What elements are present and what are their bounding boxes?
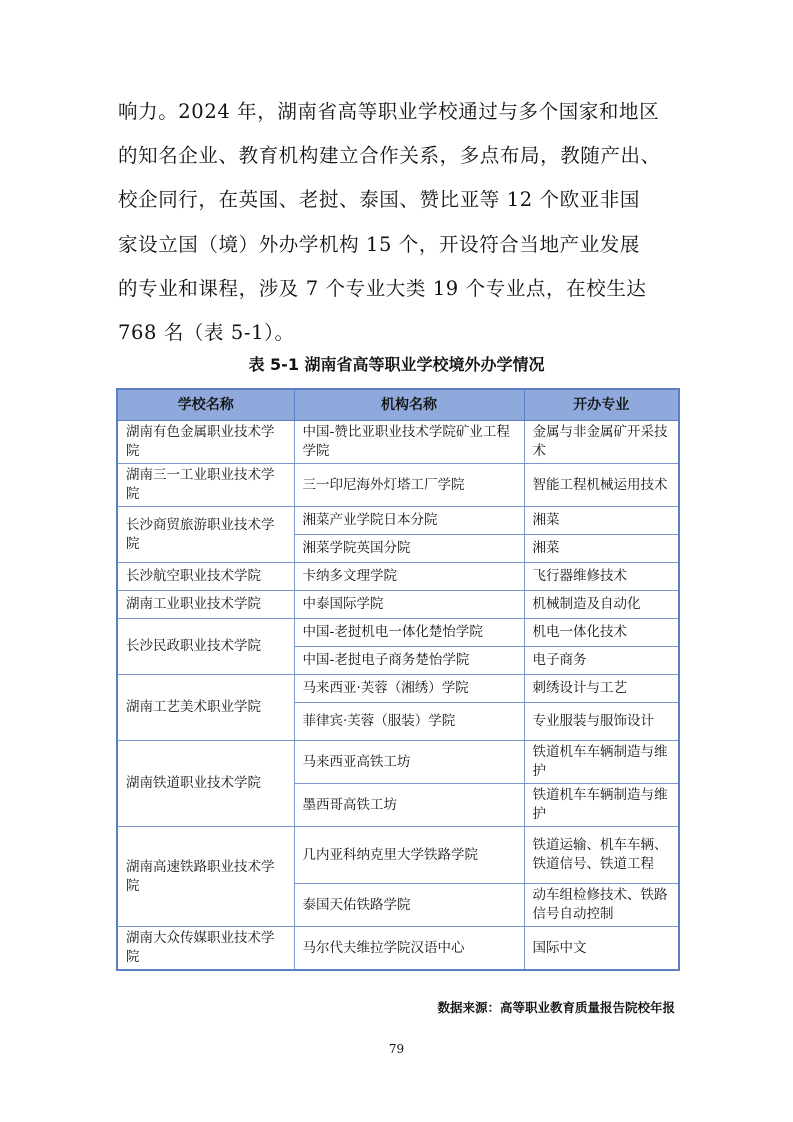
table-row	[117, 563, 679, 591]
paragraph-line: 校企同行，在英国、老挝、泰国、赞比亚等 12 个欧亚非国	[118, 188, 641, 212]
school-cell: 长沙航空职业技术学院	[117, 563, 294, 591]
institution-cell: 马来西亚高铁工坊	[294, 741, 524, 784]
institution-cell: 马来西亚·芙蓉（湘绣）学院	[294, 675, 524, 703]
major-cell: 机械制造及自动化	[524, 591, 679, 619]
major-cell: 铁道运输、机车车辆、铁道信号、铁道工程	[524, 827, 679, 884]
major-cell: 专业服装与服饰设计	[524, 703, 679, 741]
school-cell: 湖南大众传媒职业技术学院	[117, 927, 294, 971]
institution-cell: 泰国天佑铁路学院	[294, 884, 524, 927]
institution-cell: 马尔代夫维拉学院汉语中心	[294, 927, 524, 971]
major-cell: 智能工程机械运用技术	[524, 464, 679, 507]
school-cell: 长沙民政职业技术学院	[117, 619, 294, 675]
institution-cell: 卡纳多文理学院	[294, 563, 524, 591]
header-major: 开办专业	[524, 389, 679, 421]
major-cell: 湘菜	[524, 507, 679, 535]
paragraph-line: 的知名企业、教育机构建立合作关系，多点布局，教随产出、	[118, 144, 661, 168]
table-row	[117, 675, 679, 703]
institution-cell: 中国-赞比亚职业技术学院矿业工程学院	[294, 421, 524, 464]
school-cell: 湖南铁道职业技术学院	[117, 741, 294, 827]
institution-cell: 中国-老挝机电一体化楚怡学院	[294, 619, 524, 647]
major-cell: 机电一体化技术	[524, 619, 679, 647]
table-row	[117, 591, 679, 619]
header-school: 学校名称	[117, 389, 294, 421]
paragraph-line: 的专业和课程，涉及 7 个专业大类 19 个专业点，在校生达	[118, 276, 647, 300]
paragraph-line: 768 名（表 5-1）。	[118, 321, 295, 345]
body-paragraph	[118, 90, 678, 355]
table-header-row	[117, 389, 679, 421]
table-row	[117, 827, 679, 884]
institution-cell: 几内亚科纳克里大学铁路学院	[294, 827, 524, 884]
institution-cell: 墨西哥高铁工坊	[294, 784, 524, 827]
school-cell: 湖南工艺美术职业学院	[117, 675, 294, 741]
institution-cell: 湘菜产业学院日本分院	[294, 507, 524, 535]
table-row	[117, 619, 679, 647]
data-source-note: 数据来源：高等职业教育质量报告院校年报	[437, 1000, 675, 1015]
major-cell: 电子商务	[524, 647, 679, 675]
school-cell: 湖南三一工业职业技术学院	[117, 464, 294, 507]
paragraph-line: 响力。2024 年，湖南省高等职业学校通过与多个国家和地区	[118, 100, 660, 123]
paragraph-line: 家设立国（境）外办学机构 15 个，开设符合当地产业发展	[118, 232, 641, 256]
major-cell: 国际中文	[524, 927, 679, 971]
institution-cell: 中泰国际学院	[294, 591, 524, 619]
institution-cell: 湘菜学院英国分院	[294, 535, 524, 563]
table-row	[117, 421, 679, 464]
major-cell: 飞行器维修技术	[524, 563, 679, 591]
school-cell: 湖南有色金属职业技术学院	[117, 421, 294, 464]
table-caption: 表 5-1 湖南省高等职业学校境外办学情况	[248, 355, 545, 374]
overseas-schools-table	[116, 388, 680, 971]
major-cell: 湘菜	[524, 535, 679, 563]
institution-cell: 中国-老挝电子商务楚怡学院	[294, 647, 524, 675]
major-cell: 铁道机车车辆制造与维护	[524, 784, 679, 827]
major-cell: 金属与非金属矿开采技术	[524, 421, 679, 464]
major-cell: 动车组检修技术、铁路信号自动控制	[524, 884, 679, 927]
school-cell: 长沙商贸旅游职业技术学院	[117, 507, 294, 563]
table-row	[117, 464, 679, 507]
table-row	[117, 741, 679, 784]
header-institution: 机构名称	[294, 389, 524, 421]
table-row	[117, 927, 679, 971]
major-cell: 刺绣设计与工艺	[524, 675, 679, 703]
page-number: 79	[388, 1042, 405, 1056]
school-cell: 湖南工业职业技术学院	[117, 591, 294, 619]
institution-cell: 三一印尼海外灯塔工厂学院	[294, 464, 524, 507]
table-row	[117, 507, 679, 535]
major-cell: 铁道机车车辆制造与维护	[524, 741, 679, 784]
institution-cell: 菲律宾·芙蓉（服装）学院	[294, 703, 524, 741]
school-cell: 湖南高速铁路职业技术学院	[117, 827, 294, 927]
